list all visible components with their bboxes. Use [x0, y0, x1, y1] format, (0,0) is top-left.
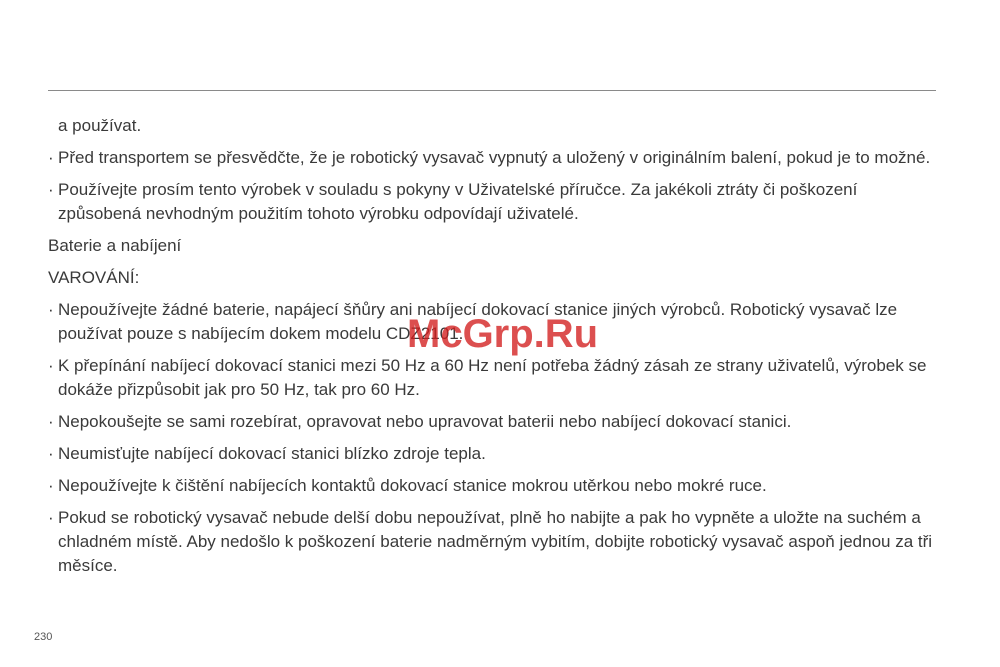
page-number: 230: [34, 631, 53, 643]
bullet-item: [48, 474, 938, 498]
bullet-item: [48, 354, 938, 402]
bullet-dot: ·: [48, 508, 54, 527]
bullet-text: Nepoužívejte žádné baterie, napájecí šňůry ani nabíjecí dokovací stanice jiných výrobců. Robotický vysavač lze používat pouze s nabíjecím dokem modelu CDZ2101.: [58, 300, 898, 343]
bullet-item: [48, 442, 938, 466]
bullet-text: Používejte prosím tento výrobek v souladu s pokyny v Uživatelské příručce. Za jakékoli ztráty či poškození způsobená nevhodným použitím tohoto výrobku odpovídají uživatelé.: [58, 180, 858, 223]
continuation-text: a používat.: [58, 116, 142, 135]
bullet-text: K přepínání nabíjecí dokovací stanici mezi 50 Hz a 60 Hz není potřeba žádný zásah ze strany uživatelů, výrobek se dokáže přizpůsobit jak pro 50 Hz, tak pro 60 Hz.: [58, 356, 927, 399]
bullet-dot: ·: [48, 412, 54, 431]
bullet-dot: ·: [48, 180, 54, 199]
bullet-dot: ·: [48, 476, 54, 495]
bullet-text: Nepoužívejte k čištění nabíjecích kontaktů dokovací stanice mokrou utěrkou nebo mokré ruce.: [58, 476, 767, 495]
bullet-text: Neumisťujte nabíjecí dokovací stanici blízko zdroje tepla.: [58, 444, 486, 463]
bullet-dot: ·: [48, 444, 54, 463]
bullet-item: [48, 506, 938, 578]
bullet-item: [48, 146, 938, 170]
warning-heading: VAROVÁNÍ:: [48, 268, 140, 287]
bullet-item: [48, 410, 938, 434]
bullet-item: [48, 178, 938, 226]
bullet-text: Nepokoušejte se sami rozebírat, opravovat nebo upravovat baterii nebo nabíjecí dokovací stanici.: [58, 412, 792, 431]
watermark-logo: McGrp.Ru: [407, 312, 599, 356]
bullet-dot: ·: [48, 356, 54, 375]
section-heading: Baterie a nabíjení: [48, 236, 182, 255]
bullet-dot: ·: [48, 300, 54, 319]
bullet-text: Pokud se robotický vysavač nebude delší dobu nepoužívat, plně ho nabijte a pak ho vypněte a uložte na suchém a chladném místě. Aby nedošlo k poškození baterie nadměrným vybitím, dobijte robotický vysavač aspoň jednou za tři měsíce.: [58, 508, 933, 575]
bullet-dot: ·: [48, 148, 54, 167]
bullet-text: Před transportem se přesvědčte, že je robotický vysavač vypnutý a uložený v originálním balení, pokud je to možné.: [58, 148, 931, 167]
header-rule: [48, 90, 936, 91]
